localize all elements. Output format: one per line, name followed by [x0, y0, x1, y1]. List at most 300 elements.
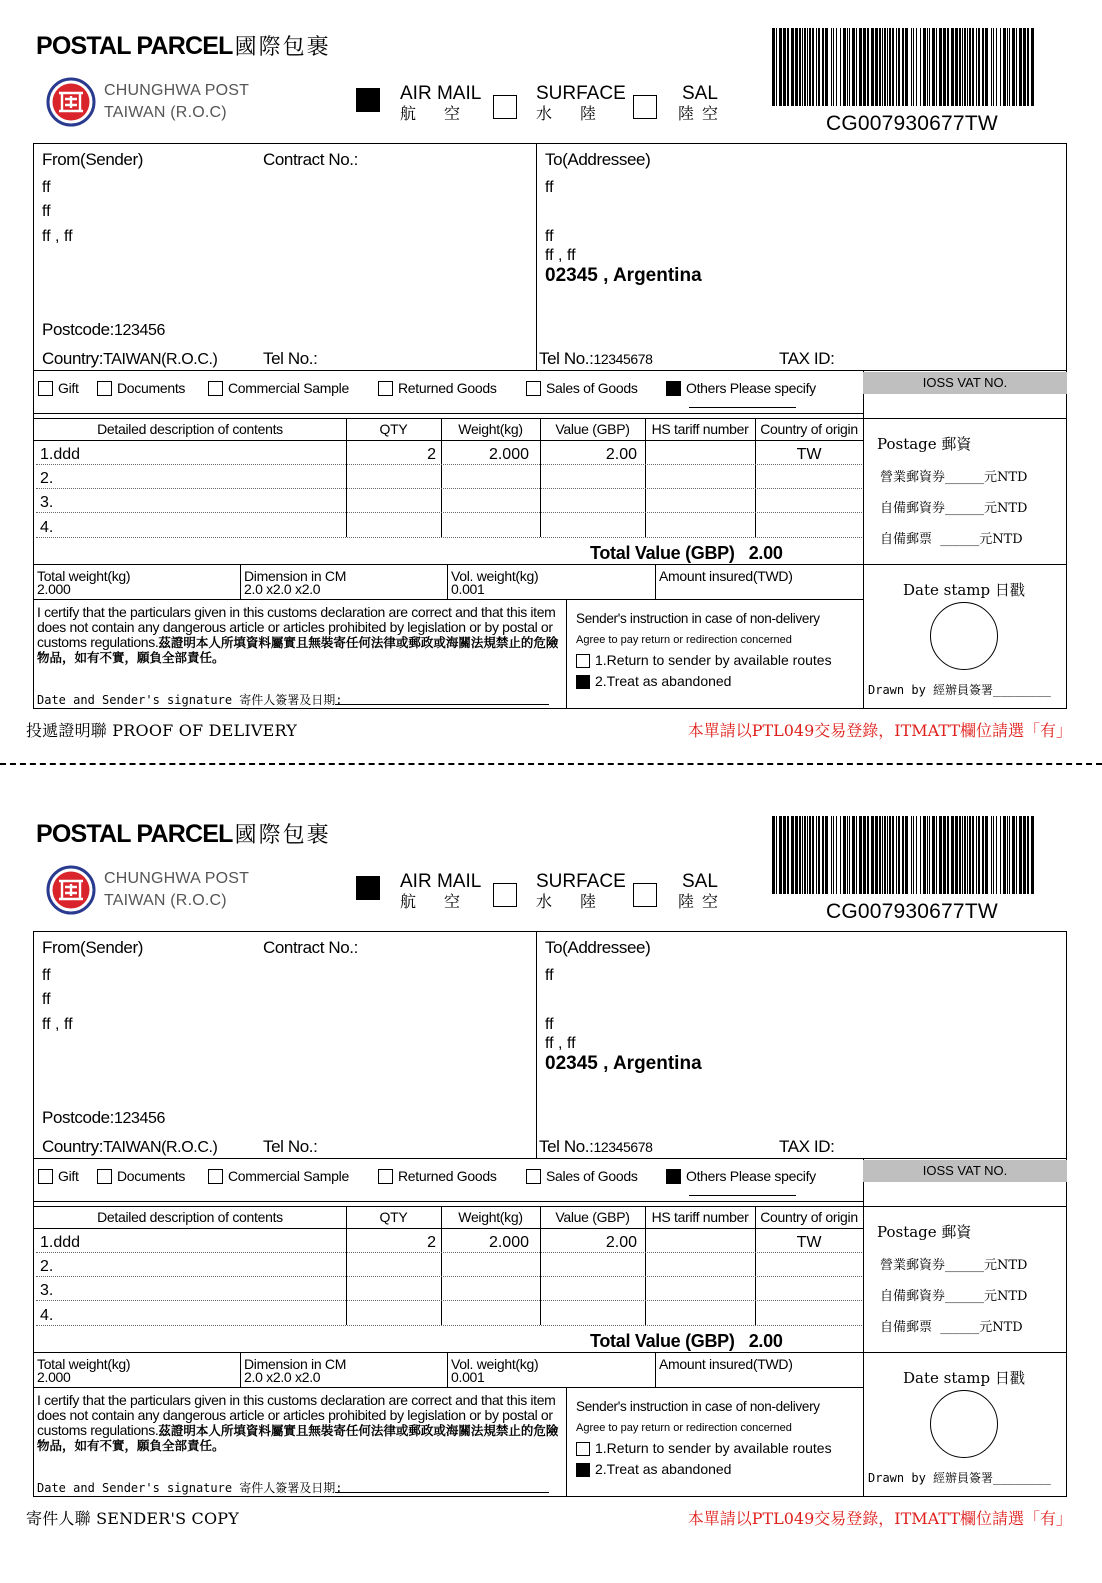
barcode-bar [843, 28, 846, 106]
proof-of-delivery-copy [0, 0, 1102, 760]
dotted-rule [36, 488, 862, 489]
sender-tel-label: Tel No.: [263, 1137, 318, 1156]
barcode-bar [991, 816, 992, 894]
divider [566, 1387, 567, 1497]
barcode-bar [964, 28, 966, 106]
surface-checkbox[interactable] [493, 95, 517, 119]
documents-checkbox [97, 381, 112, 396]
divider [33, 1228, 863, 1229]
barcode-bar [939, 816, 942, 894]
table-row-desc: 1.ddd [40, 1234, 81, 1251]
barcode-bar [991, 28, 992, 106]
dotted-rule [36, 464, 862, 465]
barcode-bar [947, 816, 949, 894]
barcode-bar [816, 28, 817, 106]
contract-label: Contract No.: [263, 938, 358, 957]
barcode-bar [962, 28, 963, 106]
others-specify-line [689, 1195, 796, 1196]
barcode-bar [859, 816, 862, 894]
documents-checkbox [97, 1169, 112, 1184]
total-value-amount: 2.00 [748, 1331, 783, 1351]
divider [33, 1387, 863, 1388]
barcode-bar [882, 816, 883, 894]
copy-label: 寄件人聯 SENDER'S COPY [26, 1509, 240, 1528]
addressee-heading: To(Addressee) [545, 938, 651, 957]
table-row-desc: 2. [40, 1258, 54, 1275]
addressee-postcode-country: 02345 , Argentina [545, 265, 702, 286]
sender-line: ff , ff [42, 228, 73, 245]
barcode-bar [852, 816, 855, 894]
postcode-label: Postcode:123456 [42, 320, 166, 339]
ioss-vat-label: IOSS VAT NO. [863, 372, 1067, 394]
barcode-bar [809, 816, 811, 894]
return-to-sender-checkbox [576, 1442, 590, 1456]
divider [863, 1158, 864, 1352]
total-value: Total Value (GBP) 2.00 [590, 1331, 783, 1351]
table-row-desc: 3. [40, 494, 54, 511]
barcode-bar [1003, 816, 1006, 894]
table-row-desc: 4. [40, 519, 54, 536]
others-checkbox [666, 1169, 681, 1184]
barcode-bar [812, 816, 814, 894]
sal-label: SAL 陸空 [678, 871, 727, 911]
barcode-bar [993, 28, 994, 106]
divider [863, 370, 864, 564]
dotted-rule [36, 1325, 862, 1326]
barcode-bar [818, 28, 820, 106]
barcode-bar [913, 816, 914, 894]
col-desc-header: Detailed description of contents [97, 1209, 283, 1225]
transaction-note: 本單請以PTL049交易登錄，ITMATT欄位請選「有」 [687, 721, 1072, 740]
barcode-bar [779, 28, 782, 106]
barcode-bar [799, 28, 801, 106]
return-to-sender-checkbox [576, 654, 590, 668]
category-returned-goods[interactable]: Returned Goods [378, 380, 497, 396]
divider [655, 564, 656, 599]
barcode-bar [896, 816, 897, 894]
country-value: TAIWAN(R.O.C.) [103, 351, 218, 368]
col-value-header: Value (GBP) [555, 421, 630, 437]
divider [240, 1352, 241, 1387]
barcode-bar [1031, 28, 1034, 106]
divider [33, 1206, 863, 1207]
vol-weight-value: 0.001 [451, 1369, 485, 1385]
returned-goods-checkbox [378, 381, 393, 396]
barcode-bar [1000, 28, 1001, 106]
barcode-bar [892, 816, 894, 894]
divider [33, 440, 863, 441]
barcode-bar [795, 816, 798, 894]
barcode-bar [879, 28, 881, 106]
tracking-number: CG007930677TW [826, 900, 998, 923]
dotted-rule [36, 1252, 862, 1253]
sal-checkbox[interactable] [633, 883, 657, 907]
barcode-bar [791, 28, 794, 106]
col-qty-header: QTY [379, 1209, 408, 1225]
barcode-bar [951, 816, 954, 894]
barcode-bar [856, 816, 857, 894]
air-mail-checkbox[interactable] [356, 88, 380, 112]
barcode-bar [959, 28, 961, 106]
addressee-tel-value: 12345678 [593, 1139, 653, 1155]
surface-label: SURFACE 水陸 [536, 83, 626, 123]
barcode-bar [849, 28, 850, 106]
col-hs-header: HS tariff number [651, 421, 749, 437]
barcode-bar [996, 816, 997, 894]
barcode-bar [902, 28, 904, 106]
barcode-image [772, 816, 1036, 894]
barcode-bar [962, 816, 963, 894]
col-weight-header: Weight(kg) [458, 1209, 523, 1225]
barcode-bar [964, 816, 966, 894]
signature-label: Date and Sender's signature 寄件人簽署及日期: [37, 693, 343, 707]
treat-as-abandoned-option[interactable]: 2.Treat as abandoned [576, 673, 731, 689]
barcode-bar [932, 816, 935, 894]
barcode-bar [898, 28, 900, 106]
category-commercial-sample[interactable]: Commercial Sample [208, 1168, 349, 1184]
barcode-bar [993, 816, 994, 894]
sender-heading: From(Sender) [42, 150, 144, 169]
barcode-bar [969, 28, 971, 106]
barcode-bar [982, 816, 984, 894]
barcode-bar [923, 28, 926, 106]
barcode-bar [892, 28, 894, 106]
dimension: Dimension in CM 2.0 x2.0 x2.0 [244, 568, 347, 597]
divider [33, 1158, 1067, 1159]
category-sales-of-goods[interactable]: Sales of Goods [526, 380, 638, 396]
postage-line: 自備郵票 ______元NTD [880, 532, 1023, 547]
postage-line: 營業郵資券______元NTD [880, 1258, 1028, 1273]
sender-line: ff [42, 967, 51, 984]
table-row-desc: 1.ddd [40, 446, 81, 463]
surface-label: SURFACE 水陸 [536, 871, 626, 911]
dimension-value: 2.0 x2.0 x2.0 [244, 581, 321, 597]
others-specify-line [689, 407, 796, 408]
barcode-bar [871, 816, 874, 894]
barcode-bar [812, 28, 814, 106]
barcode-bar [898, 816, 900, 894]
sales-of-goods-checkbox [526, 381, 541, 396]
barcode-bar [1019, 28, 1022, 106]
barcode-bar [1023, 28, 1026, 106]
category-returned-goods[interactable]: Returned Goods [378, 1168, 497, 1184]
barcode-bar [978, 28, 980, 106]
divider [33, 413, 863, 414]
barcode-bar [884, 816, 886, 894]
table-row-qty: 2 [427, 446, 436, 463]
air-mail-label: AIR MAIL 航空 [400, 871, 489, 911]
tracking-number: CG007930677TW [826, 112, 998, 135]
divider [536, 143, 537, 370]
divider [33, 564, 1067, 565]
return-to-sender-option[interactable]: 1.Return to sender by available routes [576, 1440, 832, 1456]
col-hs-header: HS tariff number [651, 1209, 749, 1225]
ioss-vat-label: IOSS VAT NO. [863, 1160, 1067, 1182]
barcode-bar [867, 28, 869, 106]
postage-line: 自備郵票 ______元NTD [880, 1320, 1023, 1335]
table-row-desc: 4. [40, 1307, 54, 1324]
addressee-heading: To(Addressee) [545, 150, 651, 169]
barcode-bar [1009, 28, 1010, 106]
dimension: Dimension in CM 2.0 x2.0 x2.0 [244, 1356, 347, 1385]
barcode-bar [911, 28, 912, 106]
addressee-tel-value: 12345678 [593, 351, 653, 367]
barcode-bar [913, 28, 914, 106]
barcode-bar [905, 28, 908, 106]
category-commercial-sample[interactable]: Commercial Sample [208, 380, 349, 396]
barcode-bar [825, 28, 828, 106]
dotted-rule [36, 1276, 862, 1277]
drawn-by-label: Drawn by 經辦員簽署________ [868, 1471, 1051, 1485]
barcode-bar [795, 28, 798, 106]
commercial-sample-checkbox [208, 381, 223, 396]
barcode-bar [982, 28, 984, 106]
addressee-line: ff [545, 1016, 554, 1033]
barcode-bar [856, 28, 857, 106]
date-stamp-circle [930, 1390, 998, 1458]
barcode-bar [959, 816, 961, 894]
tax-id-label: TAX ID: [779, 1137, 835, 1156]
barcode-bar [779, 816, 782, 894]
barcode-bar [978, 816, 980, 894]
country-value: TAIWAN(R.O.C.) [103, 1139, 218, 1156]
sales-of-goods-checkbox [526, 1169, 541, 1184]
barcode-bar [916, 28, 917, 106]
barcode-bar [955, 816, 958, 894]
barcode-bar [783, 28, 786, 106]
org-name: CHUNGHWA POST TAIWAN (R.O.C) [104, 82, 250, 121]
dotted-rule [36, 537, 862, 538]
table-row-origin: TW [796, 446, 822, 463]
transaction-note: 本單請以PTL049交易登錄，ITMATT欄位請選「有」 [687, 1509, 1072, 1528]
col-origin-header: Country of origin [760, 1209, 858, 1225]
barcode-bar [943, 816, 946, 894]
col-desc-header: Detailed description of contents [97, 421, 283, 437]
agree-text: Agree to pay return or redirection concerned [576, 634, 792, 646]
barcode-bar [1007, 816, 1008, 894]
barcode-bar [787, 816, 789, 894]
barcode-bar [822, 28, 824, 106]
sal-checkbox[interactable] [633, 95, 657, 119]
table-row-origin: TW [796, 1234, 822, 1251]
barcode-bar [1027, 28, 1029, 106]
divider [33, 1201, 863, 1202]
country-label: Country:TAIWAN(R.O.C.) [42, 1137, 218, 1156]
sal-label: SAL 陸空 [678, 83, 727, 123]
barcode-bar [783, 816, 786, 894]
barcode-bar [776, 816, 777, 894]
barcode-bar [1007, 28, 1008, 106]
barcode-bar [923, 816, 926, 894]
form-title-zh: 國際包裹 [234, 823, 331, 848]
divider [655, 1352, 656, 1387]
category-others[interactable]: Others Please specify [666, 380, 816, 396]
addressee-tel-label: Tel No.:12345678 [539, 349, 653, 368]
barcode-bar [847, 28, 848, 106]
barcode-bar [879, 816, 881, 894]
sender-line: ff [42, 179, 51, 196]
cut-line [0, 763, 1102, 765]
divider [240, 564, 241, 599]
barcode-bar [847, 816, 848, 894]
dimension-value: 2.0 x2.0 x2.0 [244, 1369, 321, 1385]
form-title: POSTAL PARCEL國際包裹 [36, 820, 331, 848]
barcode-bar [905, 816, 908, 894]
barcode-bar [772, 816, 775, 894]
barcode-bar [927, 816, 928, 894]
sender-tel-label: Tel No.: [263, 349, 318, 368]
barcode-bar [936, 28, 937, 106]
agree-text: Agree to pay return or redirection concerned [576, 1422, 792, 1434]
postage-title: Postage 郵資 [877, 1223, 972, 1241]
barcode-bar [799, 816, 801, 894]
org-name: CHUNGHWA POST TAIWAN (R.O.C) [104, 870, 250, 909]
barcode-bar [1003, 28, 1006, 106]
barcode-bar [1019, 816, 1022, 894]
table-row-value: 2.00 [605, 1234, 637, 1251]
barcode-bar [972, 816, 974, 894]
air-mail-checkbox[interactable] [356, 876, 380, 900]
barcode-bar [840, 816, 841, 894]
barcode-bar [884, 28, 886, 106]
barcode-bar [943, 28, 946, 106]
divider [566, 599, 567, 709]
category-gift[interactable]: Gift [38, 380, 79, 396]
barcode-bar [863, 28, 866, 106]
total-value-amount: 2.00 [748, 543, 783, 563]
barcode-bar [831, 816, 832, 894]
divider [447, 1352, 448, 1387]
barcode-bar [976, 816, 977, 894]
senders-copy [0, 788, 1102, 1548]
barcode-bar [916, 816, 917, 894]
surface-checkbox[interactable] [493, 883, 517, 907]
barcode-bar [802, 28, 803, 106]
barcode-bar [889, 816, 891, 894]
barcode-bar [1012, 816, 1015, 894]
table-row-value: 2.00 [605, 446, 637, 463]
gift-checkbox [38, 1169, 53, 1184]
category-documents[interactable]: Documents [97, 1168, 185, 1184]
postage-line: 自備郵資券______元NTD [880, 501, 1028, 516]
date-stamp-label: Date stamp 日戳 [903, 581, 1025, 599]
barcode-bar [887, 28, 888, 106]
total-value: Total Value (GBP) 2.00 [590, 543, 783, 563]
barcode-bar [1016, 28, 1017, 106]
barcode-bar [939, 28, 942, 106]
barcode-bar [1027, 816, 1029, 894]
barcode-bar [772, 28, 775, 106]
barcode-bar [840, 28, 841, 106]
divider [863, 418, 1067, 419]
barcode-bar [822, 816, 824, 894]
signature-line[interactable] [335, 1492, 549, 1493]
gift-checkbox [38, 381, 53, 396]
barcode-bar [776, 28, 777, 106]
divider [863, 564, 864, 709]
barcode-bar [1009, 816, 1010, 894]
divider [33, 418, 863, 419]
barcode-bar [818, 816, 820, 894]
barcode-bar [985, 816, 988, 894]
date-stamp-label: Date stamp 日戳 [903, 1369, 1025, 1387]
sender-line: ff [42, 203, 51, 220]
copy-label: 投遞證明聯 PROOF OF DELIVERY [26, 721, 298, 740]
barcode-bar [809, 28, 811, 106]
chunghwa-post-logo-icon [46, 77, 96, 127]
postage-line: 自備郵資券______元NTD [880, 1289, 1028, 1304]
barcode-bar [849, 816, 850, 894]
category-sales-of-goods[interactable]: Sales of Goods [526, 1168, 638, 1184]
vol-weight: Vol. weight(kg) 0.001 [451, 568, 539, 597]
divider [33, 599, 863, 600]
barcode-bar [867, 816, 869, 894]
commercial-sample-checkbox [208, 1169, 223, 1184]
barcode-bar [875, 816, 878, 894]
tax-id-label: TAX ID: [779, 349, 835, 368]
col-value-header: Value (GBP) [555, 1209, 630, 1225]
table-row-weight: 2.000 [488, 1234, 529, 1251]
addressee-tel-label: Tel No.:12345678 [539, 1137, 653, 1156]
barcode-bar [920, 816, 921, 894]
barcode-bar [875, 28, 878, 106]
vol-weight: Vol. weight(kg) 0.001 [451, 1356, 539, 1385]
barcode-bar [972, 28, 974, 106]
barcode-bar [807, 816, 808, 894]
divider [536, 931, 537, 1158]
barcode-bar [1012, 28, 1015, 106]
amount-insured-label: Amount insured(TWD) [659, 1356, 793, 1372]
category-gift[interactable]: Gift [38, 1168, 79, 1184]
barcode-bar [807, 28, 808, 106]
treat-as-abandoned-option[interactable]: 2.Treat as abandoned [576, 1461, 731, 1477]
return-to-sender-option[interactable]: 1.Return to sender by available routes [576, 652, 832, 668]
signature-line[interactable] [335, 704, 549, 705]
barcode-bar [825, 816, 828, 894]
sender-line: ff , ff [42, 1016, 73, 1033]
category-documents[interactable]: Documents [97, 380, 185, 396]
category-others[interactable]: Others Please specify [666, 1168, 816, 1184]
barcode-bar [967, 28, 968, 106]
barcode-bar [889, 28, 891, 106]
addressee-line: ff , ff [545, 1035, 576, 1052]
sender-heading: From(Sender) [42, 938, 144, 957]
barcode-bar [836, 816, 837, 894]
barcode-bar [804, 28, 806, 106]
barcode-bar [896, 28, 897, 106]
form-title-zh: 國際包裹 [234, 35, 331, 60]
postcode-value: 123456 [114, 1110, 166, 1127]
addressee-line: ff , ff [545, 247, 576, 264]
certification-text: I certify that the particulars given in this customs declaration are correct and that this item does not contain any dangerous article or articles prohibited by legislation or by postal or customs regulations.茲證明本人所填資料屬實且無裝寄任何法律或郵政或海關法規禁止的危險物品，如有不實，願負全部責任。 [37, 604, 559, 665]
others-checkbox [666, 381, 681, 396]
barcode-bar [1016, 816, 1017, 894]
barcode-bar [976, 28, 977, 106]
chunghwa-post-logo-icon [46, 865, 96, 915]
barcode-bar [929, 816, 930, 894]
contract-label: Contract No.: [263, 150, 358, 169]
barcode-bar [1023, 816, 1026, 894]
divider [33, 1352, 1067, 1353]
col-qty-header: QTY [379, 421, 408, 437]
table-row-weight: 2.000 [488, 446, 529, 463]
barcode-bar [859, 28, 862, 106]
sender-line: ff [42, 991, 51, 1008]
barcode-bar [802, 816, 803, 894]
barcode-bar [843, 816, 846, 894]
divider [863, 1206, 1067, 1207]
barcode-bar [911, 816, 912, 894]
